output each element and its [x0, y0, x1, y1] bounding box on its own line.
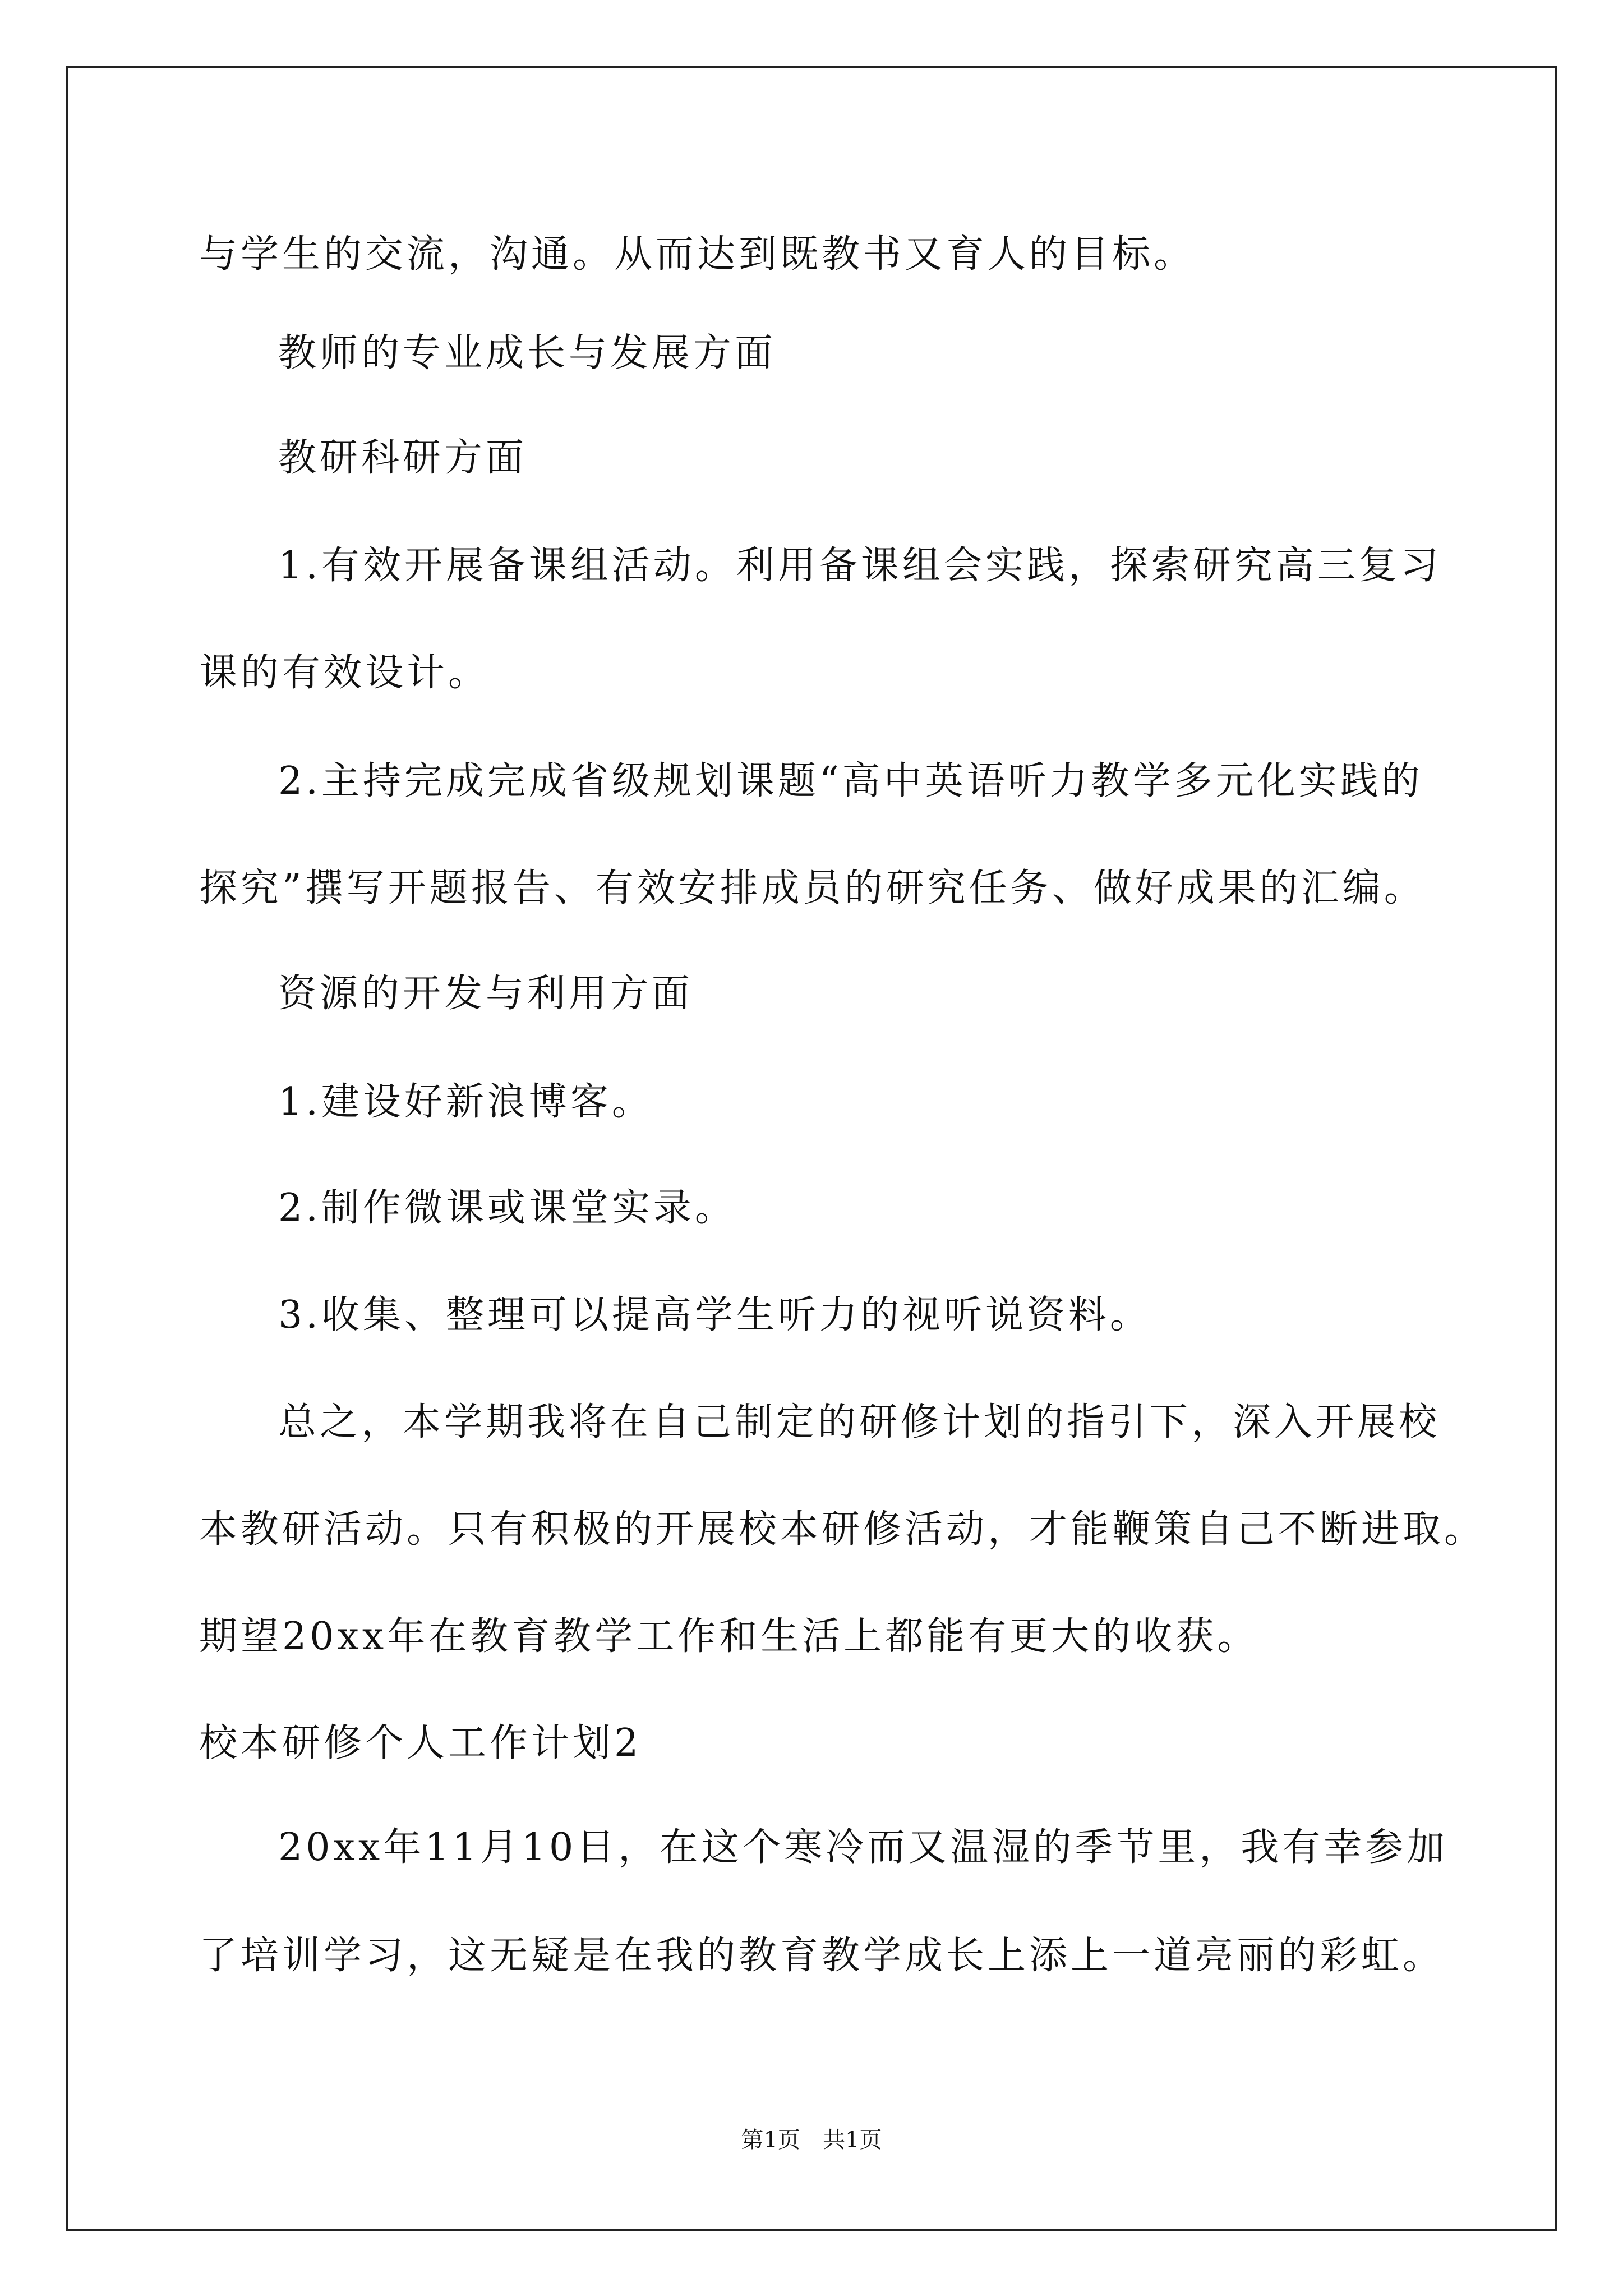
text-line-13: 本教研活动。只有积极的开展校本研修活动，才能鞭策自己不断进取。 — [199, 1507, 1486, 1552]
text-line-5: 课的有效设计。 — [199, 651, 490, 695]
text-line-12: 总之，本学期我将在自己制定的研修计划的指引下，深入开展校 — [278, 1400, 1441, 1444]
section-heading-resources: 资源的开发与利用方面 — [278, 972, 694, 1016]
section-heading-research: 教研科研方面 — [278, 436, 528, 480]
text-line-16: 20xx年11月10日，在这个寒冷而又温湿的季节里，我有幸参加 — [278, 1825, 1449, 1870]
text-line-1: 与学生的交流，沟通。从而达到既教书又育人的目标。 — [199, 232, 1196, 277]
text-line-9: 1.建设好新浪博客。 — [278, 1080, 653, 1124]
text-line-4: 1.有效开展备课组活动。利用备课组会实践，探索研究高三复习 — [278, 544, 1442, 588]
text-line-11: 3.收集、整理可以提高学生听力的视听说资料。 — [278, 1293, 1151, 1337]
page-border — [66, 66, 1557, 2231]
text-line-6: 2.主持完成完成省级规划课题“高中英语听力教学多元化实践的 — [278, 759, 1423, 803]
page-footer: 第1页 共1页 — [741, 2127, 882, 2153]
section-title-plan-2: 校本研修个人工作计划2 — [199, 1721, 642, 1765]
text-line-14: 期望20xx年在教育教学工作和生活上都能有更大的收获。 — [199, 1614, 1259, 1659]
text-line-10: 2.制作微课或课堂实录。 — [278, 1186, 736, 1230]
text-line-17: 了培训学习，这无疑是在我的教育教学成长上添上一道亮丽的彩虹。 — [199, 1934, 1445, 1978]
text-line-7: 探究”撰写开题报告、有效安排成员的研究任务、做好成果的汇编。 — [199, 866, 1426, 910]
section-heading-teacher-growth: 教师的专业成长与发展方面 — [278, 331, 777, 375]
